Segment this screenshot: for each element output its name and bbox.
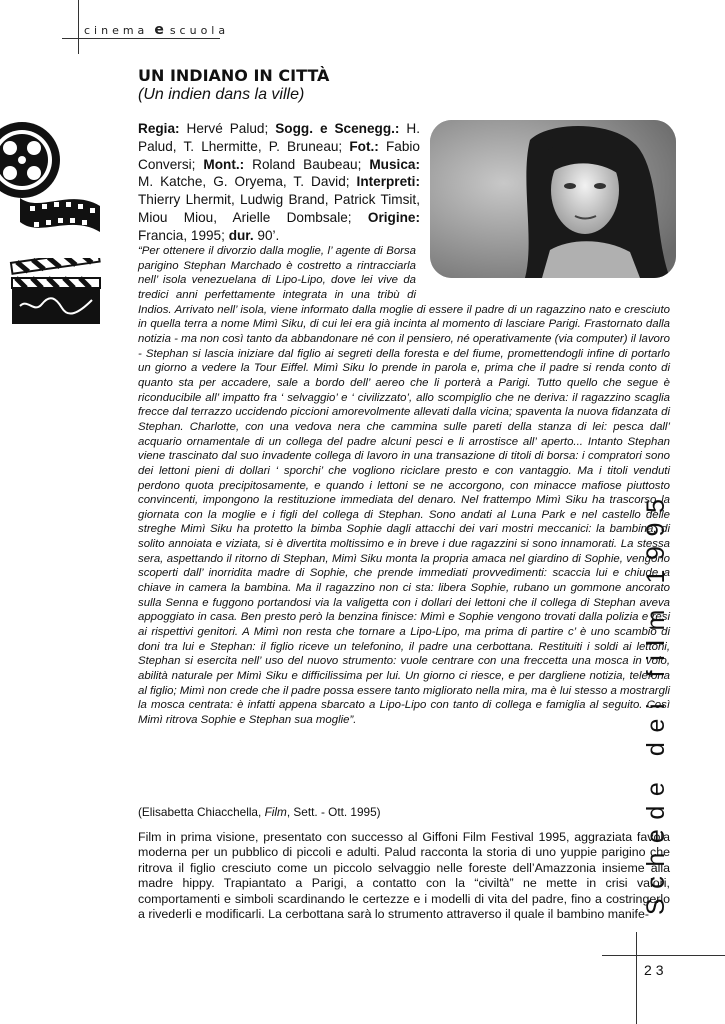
synopsis-paragraph: “Per ottenere il divorzio dalla moglie, l’ agente di Borsa parigino Stephan Marchado è costretto a rintracciarla nell’ isola venezuelana di Lipo-Lipo, dove lei vive da tredici anni perfettamente integrata in una tribù di Indios. Arrivato nell’ isola, viene informato dalla moglie di essere il padre di un ragazzino nato e cresciuto in quella terra a nome Mimì Siku, di cui lei era già incinta al momento di lasciare Parigi. Frastornato dalla notizia - ma non così tanto da abbandonare né con il pensiero, né operativamente (via computer) il lavoro - Stephan si lascia iniziare dal figlio ai segreti della foresta e del fiume, promettendogli infine di portarlo un giorno a vedere la Tour Eiffel. Mimì Siku lo prende in parola e, prima che il padre si renda conto di quanto sta per accadere, sale a bordo dell’ aereo che li porterà a Parigi. Tutto quello che segue è riconducibile all’ impatto fra ‘ selvaggio’ e ‘ civilizzato’, allo scompiglio che ne deriva: il ragazzino scaglia frecce dal terrazzo uccidendo piccioni amorevolmente allevati dalla vicina; spaventa la nuova fidanzata di Stephan. Charlotte, con una vedova nera che cammina sulle pareti della stanza di lei: pesca dall’ acquario ornamentale di un collega del padre alcuni pesci e li arrostisce all’ aperto... Intanto Stephan viene trascinato dal suo invadente collega di lavoro in una transazione di titoli di borsa: i compratori sono dei lettoni pieni di dollari ‘ sporchi’ che vogliono riciclare presto e con vantaggio. Ma i titoli venduti perdono quota precipitosamente, e quando i lettoni se ne accorgono, con minacce mafiose piuttosto convincenti, impongono la restituzione immediata del denaro. Nel frattempo Mimì Siku ha trascorso la giornata con la moglie e i figli del collega di Stephan. Sono andati al Luna Park e nel castello delle streghe Mimì Siku ha protetto la bimba Sophie dagli attacchi dei vari mostri meccanici: la bambina, di solito annoiata e viziata, si è divertita moltissimo e in breve i due ragazzini si sono innamorati. La stessa sera, aspettando il ritorno di Stephan, Mimì Siku monta la propria amaca nel giardino di Sophie, vengono scoperti dall’ inorridita madre di Sophie, che prende immediati provvedimenti: scaccia lui e chiude a chiave in camera la bambina. Ma il ragazzino non ci sta: libera Sophie, rubano un gommone ancorato sulla Senna e fuggono portandosi via la valigetta con i dollari dei lettoni che il collega di Stephan aveva appoggiato in casa. Ben presto però la benzina finisce: Mimì e Sophie vengono trovati dalla polizia e resi ai rispettivi genitori. A Mimì non resta che tornare a Lipo-Lipo, ma prima di partire c’ è uno scambio di doni tra lui e Stephan: il figlio riceve un telefonino, il padre una cerbottana. Restituiti i soldi ai lettoni, Stephan si esercita nell’ uso del nuovo strumento: vuole centrare con una freccetta una mosca in volo, abilità naturale per Mimì Siku e difficilissima per lui. Un giorno ci riesce, e per dargliene notizia, telefona al figlio; Mimì non crede che il padre possa essere tanto migliorato nella mira, ma è lui stesso a mostrargli la mosca centrata: è infatti appena sbarcato a Lipo-Lipo con tanto di collega e famiglia al seguito. Così Mimì ritrova Sophie e Stephan sua moglie”. [138,245,670,726]
film-original-title: (Un indien dans la ville) [138,86,305,103]
footer-horizontal-rule [602,955,725,956]
credit-montaggio: Roland Baubeau; [244,156,370,172]
credit-fotografia: Fabio Conversi; [138,138,420,172]
section-side-title: Schede dei film 1995 [642,489,670,915]
credit-musica: M. Katche, G. Oryema, T. David; [138,174,357,190]
credit-label-soggetto: Sogg. e Scenegg.: [275,121,400,136]
photo-wrap-spacer [416,244,670,300]
header-vertical-rule [78,0,79,54]
film-reel-icon [0,118,106,240]
citation-source: Film [264,805,287,819]
synopsis-text [138,244,670,728]
credit-label-origine: Origine: [367,209,420,225]
credit-label-interpreti: Interpreti: [356,174,420,190]
header-right: scuola [169,24,230,37]
credit-label-regia: Regia: [138,121,180,136]
review-text: Film in prima visione, presentato con successo al Giffoni Film Festival 1995, aggraziata favola moderna per un pubblico di piccoli e adulti. Palud racconta la storia di uno yuppie parigino che ritrova il figlio cresciuto come un piccolo selvaggio nelle foreste dell’Amazzonia insieme alla madre hippy. Trapiantato a Parigi, a contatto con la “civiltà” ne mette in crisi valori, comportamenti e simboli scardinando le certezze e i modelli di vita del padre, fino a costringerlo a rivederli e modificarli. La cerbottana sarà lo strumento attraverso il quale il bambino manife- [138,830,670,922]
credit-label-musica: Musica: [369,156,420,172]
credit-label-durata: dur. [228,227,254,243]
film-title: UN INDIANO IN CITTÀ [138,66,330,85]
clapperboard-icon [8,258,106,326]
credit-regia: Hervé Palud; [179,121,276,136]
header-left: cinema [84,24,149,37]
credit-durata: 90’. [253,227,280,243]
film-credits [138,120,420,245]
header-mid: e [154,22,164,38]
citation [138,805,670,819]
citation-date: , Sett. - Ott. 1995) [286,805,381,819]
running-header [84,22,229,38]
credit-origine: Francia, 1995; [138,227,229,243]
page-number: 23 [644,962,668,978]
credit-label-montaggio: Mont.: [203,156,245,172]
header-horizontal-rule [62,38,220,39]
credit-label-fotografia: Fot.: [349,138,379,154]
footer-vertical-rule [636,932,637,1024]
citation-author: (Elisabetta Chiacchella, [138,805,265,819]
credit-interpreti: Thierry Lhermit, Ludwig Brand, Patrick Timsit, Miou Miou, Arielle Dombsale; [138,192,420,225]
credit-soggetto: H. Palud, T. Lhermitte, P. Bruneau; [138,121,420,154]
